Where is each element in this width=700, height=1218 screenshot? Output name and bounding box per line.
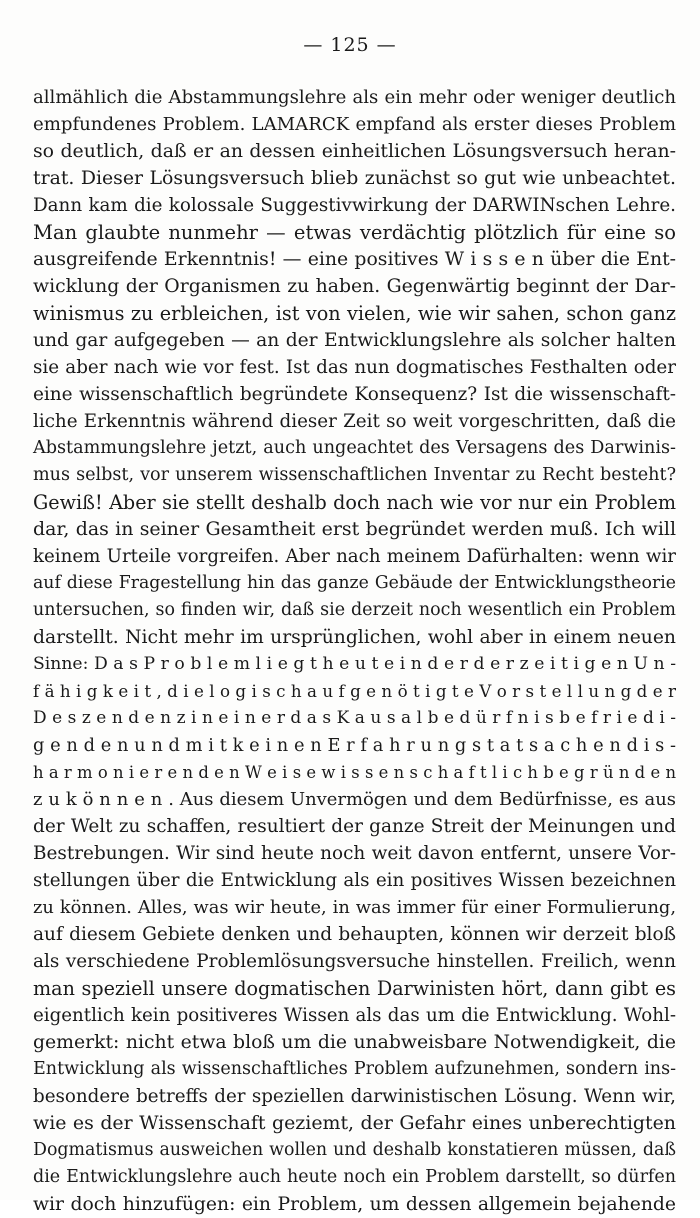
text-line: eigentlich kein positiveres Wissen als das um die Entwicklung. Wohl- — [33, 1005, 676, 1026]
text-line: wir doch hinzufügen: ein Problem, um dessen allgemein bejahende — [33, 1194, 676, 1215]
text-line: trat. Dieser Lösungsversuch blieb zunächst so gut wie unbeachtet. — [33, 167, 676, 189]
text-line: winismus zu erbleichen, ist von vielen, wie wir sahen, schon ganz — [33, 302, 676, 325]
text-line: wicklung der Organismen zu haben. Gegenwärtig beginnt der Dar- — [33, 276, 676, 297]
text-line: auf diese Fragestellung hin das ganze Gebäude der Entwicklungstheorie — [33, 573, 676, 593]
text-line: liche Erkenntnis während dieser Zeit so weit vorgeschritten, daß die — [33, 411, 676, 432]
text-line: Dogmatismus ausweichen wollen und deshalb konstatieren müssen, daß — [33, 1140, 676, 1160]
text-line: sie aber nach wie vor fest. Ist das nun dogmatisches Festhalten oder — [33, 357, 676, 378]
text-line: besondere betreffs der speziellen darwinistischen Lösung. Wenn wir, — [33, 1086, 676, 1107]
text-line: Bestrebungen. Wir sind heute noch weit davon entfernt, unsere Vor- — [33, 843, 676, 864]
text-line: z u k ö n n e n . Aus diesem Unvermögen und dem Bedürfnisse, es aus — [33, 789, 676, 810]
text-line: Man glaubte nunmehr — etwas verdächtig plötzlich für eine so — [33, 221, 676, 244]
text-line: darstellt. Nicht mehr im ursprünglichen, wohl aber in einem neuen — [33, 627, 676, 648]
text-line: die Entwicklungslehre auch heute noch ein Problem darstellt, so dürfen — [33, 1167, 676, 1187]
text-line: stellungen über die Entwicklung als ein positives Wissen bezeichnen — [33, 870, 676, 891]
text-line-spaced: f ä h i g k e i t , d i e l o g i s c h a u f g e n ö t i g t e V o r s t e l l u n g d e r — [33, 681, 676, 701]
text-line: Dann kam die kolossale Suggestivwirkung der DARWINschen Lehre. — [33, 195, 676, 216]
text-line: der Welt zu schaffen, resultiert der ganze Streit der Meinungen und — [33, 816, 676, 837]
text-line: allmählich die Abstammungslehre als ein mehr oder weniger deutlich — [33, 87, 676, 108]
text-line: auf diesem Gebiete denken und behaupten, können wir derzeit bloß — [33, 924, 676, 945]
text-line: empfundenes Problem. LAMARCK empfand als erster dieses Problem — [33, 114, 676, 135]
body-text — [33, 84, 676, 1218]
text-line-spaced: D e s z e n d e n z i n e i n e r d a s K a u s a l b e d ü r f n i s b e f r i e d i - — [33, 708, 676, 728]
text-line: ausgreifende Erkenntnis! — eine positives W i s s e n über die Ent- — [33, 249, 676, 270]
text-line: zu können. Alles, was wir heute, in was immer für einer Formulierung, — [33, 897, 676, 918]
text-line: man speziell unsere dogmatischen Darwinisten hört, dann gibt es — [33, 977, 676, 1000]
text-line: Abstammungslehre jetzt, auch ungeachtet des Versagens des Darwinis- — [33, 438, 676, 458]
text-line-spaced: h a r m o n i e r e n d e n W e i s e w i s s e n s c h a f t l i c h b e g r ü n d e n — [33, 763, 676, 782]
text-line: als verschiedene Problemlösungsversuche hinstellen. Freilich, wenn — [33, 951, 676, 972]
text-line-spaced: g e n d e n u n d m i t k e i n e n E r f a h r u n g s t a t s a c h e n d i s - — [33, 735, 676, 756]
text-line: so deutlich, daß er an dessen einheitlichen Lösungsversuch heran- — [33, 140, 676, 162]
text-line: gemerkt: nicht etwa bloß um die unabweisbare Notwendigkeit, die — [33, 1032, 676, 1053]
text-line-spaced: Sinne: D a s P r o b l e m l i e g t h e u t e i n d e r d e r z e i t i g e n U n - — [33, 654, 676, 674]
text-line: dar, das in seiner Gesamtheit erst begründet werden muß. Ich will — [33, 518, 676, 540]
text-line: und gar aufgegeben — an der Entwicklungslehre als solcher halten — [33, 330, 676, 351]
text-line: wie es der Wissenschaft geziemt, der Gefahr eines unberechtigten — [33, 1112, 676, 1134]
text-line: mus selbst, vor unserem wissenschaftlichen Inventar zu Recht besteht? — [33, 465, 676, 485]
text-line: Gewiß! Aber sie stellt deshalb doch nach wie vor nur ein Problem — [33, 491, 676, 514]
text-line: Entwicklung als wissenschaftliches Problem aufzunehmen, sondern ins- — [33, 1059, 676, 1079]
text-line: untersuchen, so finden wir, daß sie derzeit noch wesentlich ein Problem — [33, 600, 676, 620]
text-line: keinem Urteile vorgreifen. Aber nach meinem Dafürhalten: wenn wir — [33, 546, 676, 567]
text-line: eine wissenschaftlich begründete Konsequenz? Ist die wissenschaft- — [33, 384, 676, 405]
page-number-header: — 125 — — [303, 34, 397, 56]
